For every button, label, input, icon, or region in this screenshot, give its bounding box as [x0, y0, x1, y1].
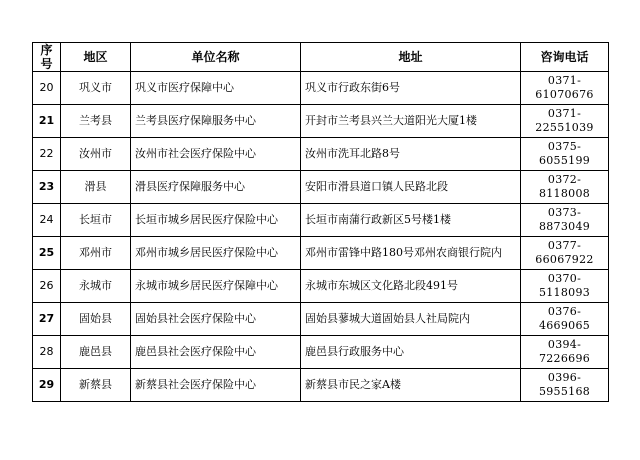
header-unit: 单位名称	[131, 43, 301, 72]
table-row	[33, 336, 609, 369]
cell-unit: 固始县社会医疗保险中心	[131, 303, 301, 336]
cell-address: 鹿邑县行政服务中心	[301, 336, 521, 369]
cell-no: 25	[33, 237, 61, 270]
cell-unit: 滑县医疗保障服务中心	[131, 171, 301, 204]
header-address: 地址	[301, 43, 521, 72]
cell-region: 邓州市	[61, 237, 131, 270]
cell-region: 鹿邑县	[61, 336, 131, 369]
cell-no: 26	[33, 270, 61, 303]
cell-address: 新蔡县市民之家A楼	[301, 369, 521, 402]
cell-unit: 长垣市城乡居民医疗保险中心	[131, 204, 301, 237]
cell-phone: 0371-22551039	[521, 105, 609, 138]
table-row	[33, 171, 609, 204]
cell-address: 长垣市南蒲行政新区5号楼1楼	[301, 204, 521, 237]
cell-no: 21	[33, 105, 61, 138]
cell-unit: 鹿邑县社会医疗保险中心	[131, 336, 301, 369]
cell-phone: 0377-66067922	[521, 237, 609, 270]
table-body	[33, 72, 609, 402]
cell-phone: 0375-6055199	[521, 138, 609, 171]
cell-phone: 0376-4669065	[521, 303, 609, 336]
table-row	[33, 237, 609, 270]
table-row	[33, 303, 609, 336]
cell-no: 27	[33, 303, 61, 336]
cell-region: 汝州市	[61, 138, 131, 171]
table-header	[33, 43, 609, 72]
cell-unit: 永城市城乡居民医疗保障中心	[131, 270, 301, 303]
cell-address: 邓州市雷锋中路180号邓州农商银行院内	[301, 237, 521, 270]
cell-address: 开封市兰考县兴兰大道阳光大厦1楼	[301, 105, 521, 138]
header-row	[33, 43, 609, 72]
cell-no: 28	[33, 336, 61, 369]
cell-address: 永城市东城区文化路北段491号	[301, 270, 521, 303]
table-row	[33, 270, 609, 303]
cell-no: 24	[33, 204, 61, 237]
header-no: 序号	[33, 43, 61, 72]
table-row	[33, 72, 609, 105]
cell-unit: 兰考县医疗保障服务中心	[131, 105, 301, 138]
cell-phone: 0394-7226696	[521, 336, 609, 369]
cell-address: 固始县蓼城大道固始县人社局院内	[301, 303, 521, 336]
cell-no: 22	[33, 138, 61, 171]
table-row	[33, 138, 609, 171]
cell-phone: 0372-8118008	[521, 171, 609, 204]
cell-phone: 0373-8873049	[521, 204, 609, 237]
cell-region: 永城市	[61, 270, 131, 303]
header-phone: 咨询电话	[521, 43, 609, 72]
cell-address: 安阳市滑县道口镇人民路北段	[301, 171, 521, 204]
cell-region: 长垣市	[61, 204, 131, 237]
cell-unit: 新蔡县社会医疗保险中心	[131, 369, 301, 402]
cell-no: 23	[33, 171, 61, 204]
cell-phone: 0371-61070676	[521, 72, 609, 105]
cell-address: 巩义市行政东街6号	[301, 72, 521, 105]
table-row	[33, 105, 609, 138]
header-region: 地区	[61, 43, 131, 72]
cell-phone: 0370-5118093	[521, 270, 609, 303]
cell-unit: 巩义市医疗保障中心	[131, 72, 301, 105]
cell-unit: 汝州市社会医疗保险中心	[131, 138, 301, 171]
table-row	[33, 204, 609, 237]
contact-table	[32, 42, 609, 402]
table-row	[33, 369, 609, 402]
cell-region: 新蔡县	[61, 369, 131, 402]
cell-unit: 邓州市城乡居民医疗保险中心	[131, 237, 301, 270]
cell-no: 20	[33, 72, 61, 105]
cell-address: 汝州市洗耳北路8号	[301, 138, 521, 171]
cell-region: 固始县	[61, 303, 131, 336]
cell-phone: 0396-5955168	[521, 369, 609, 402]
cell-region: 滑县	[61, 171, 131, 204]
cell-region: 巩义市	[61, 72, 131, 105]
cell-region: 兰考县	[61, 105, 131, 138]
cell-no: 29	[33, 369, 61, 402]
